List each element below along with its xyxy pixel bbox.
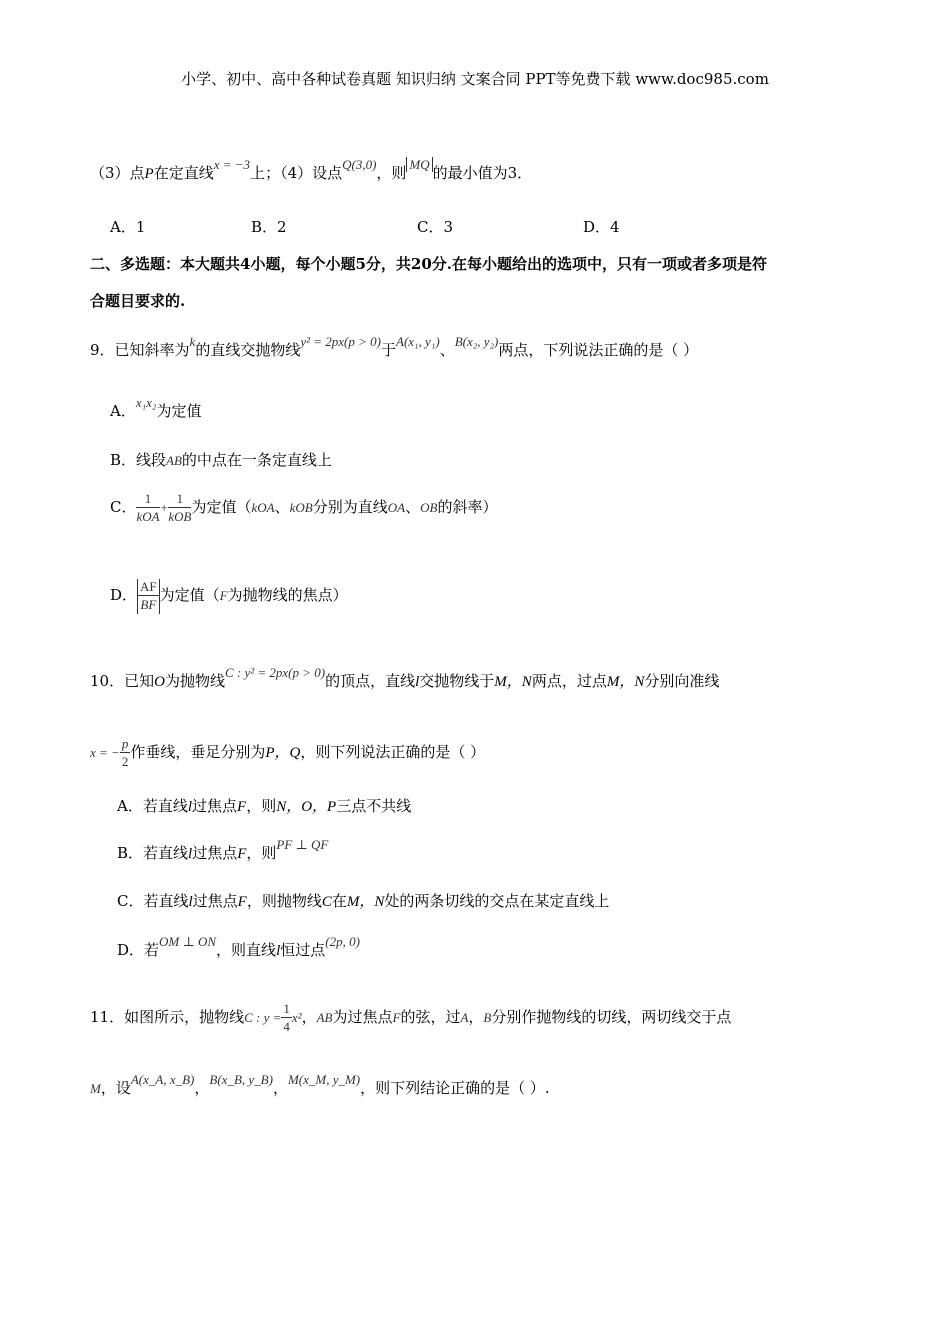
q8-condition-line: （3）点P在定直线x = −3上；（4）设点Q(3,0)，则 MQ 的最小值为3．: [90, 157, 533, 182]
q9-option-d: D． $\frac{AF}{BF}$ 为定值（F为抛物线的焦点）: [110, 578, 348, 612]
q8-option-a: A．1: [110, 218, 146, 236]
math-pf-perp-qf: PF ⊥ QF: [276, 837, 329, 852]
math-point-m-coords: M(x_M, y_M): [287, 1072, 361, 1087]
math-point-a: A(x₁, y₁): [396, 334, 440, 349]
frac-1-over-4: $\frac{1}{4}$: [283, 1000, 290, 1034]
q10-option-c: C．若直线l过焦点F，则抛物线C在M，N处的两条切线的交点在某定直线上: [117, 892, 610, 910]
math-point-b-coords: B(x_B, y_B): [209, 1072, 273, 1087]
q8-option-d: D．4: [583, 218, 620, 236]
q9-stem: 9．已知斜率为k的直线交抛物线y² = 2px(p > 0)于A(x₁, y₁)、B(x₂, y₂)两点，下列说法正确的是（ ）: [90, 334, 699, 359]
q9-option-b: B．线段AB的中点在一条定直线上: [110, 451, 332, 469]
q9-option-a: A．x₁x₂为定值: [110, 395, 202, 420]
q11-stem-line1: 11．如图所示，抛物线C : y = $\frac{1}{4}$ x²，AB为过焦点F的弦，过A，B分别作抛物线的切线，两切线交于点: [90, 1000, 732, 1034]
q11-stem-line2: M，设A(x_A, x_B)，B(x_B, y_B)，M(x_M, y_M)，则下列结论正确的是（ ）.: [90, 1072, 550, 1097]
q10-option-a: A．若直线l过焦点F，则N，O，P三点不共线: [117, 797, 412, 815]
q10-stem-line2: x = − $\frac{p}{2}$ 作垂线，垂足分别为P，Q，则下列说法正确的是（ ）: [90, 735, 486, 769]
q8-option-c: C．3: [417, 218, 454, 236]
frac-p-over-2: $\frac{p}{2}$: [121, 735, 129, 769]
frac-af-over-bf: $\frac{AF}{BF}$: [137, 579, 160, 614]
math-abs-mq: MQ: [406, 157, 432, 172]
section2-heading-line1: 二、多选题：本大题共4小题，每个小题5分，共20分.在每小题给出的选项中，只有一项或者多项是符: [90, 255, 767, 273]
frac-1-over-kob: $\frac{1}{\text{kOB}}$: [168, 490, 192, 524]
q8-option-b: B．2: [251, 218, 287, 236]
section2-heading-line2: 合题目要求的.: [90, 292, 186, 310]
q10-option-d: D．若OM ⊥ ON，则直线l恒过点(2p, 0): [117, 934, 360, 959]
math-parabola-c: C : y² = 2px(p > 0): [224, 665, 326, 680]
math-parabola: y² = 2px(p > 0): [300, 334, 381, 349]
math-point-q: Q(3,0): [342, 157, 377, 172]
q10-option-b: B．若直线l过焦点F，则PF ⊥ QF: [117, 837, 329, 862]
math-x-eq-neg3: x = −3: [213, 157, 251, 172]
q9-option-c: C． $\frac{1}{\text{kOA}}$ + $\frac{1}{\text{kOB}}$ 为定值（kOA、kOB分别为直线OA、OB的斜率）: [110, 490, 498, 524]
math-point-2p0: (2p, 0): [325, 934, 360, 949]
page-header: 小学、初中、高中各种试卷真题 知识归纳 文案合同 PPT等免费下载 www.doc985.com: [181, 70, 769, 88]
math-point-a-coords: A(x_A, x_B): [130, 1072, 195, 1087]
math-om-perp-on: OM ⊥ ON: [159, 934, 217, 949]
math-point-b: B(x₂, y₂): [454, 334, 499, 349]
frac-1-over-koa: $\frac{1}{\text{kOA}}$: [136, 490, 160, 524]
q10-stem-line1: 10．已知O为抛物线C : y² = 2px(p > 0)的顶点，直线l交抛物线于M，N两点，过点M，N分别向准线: [90, 665, 720, 690]
